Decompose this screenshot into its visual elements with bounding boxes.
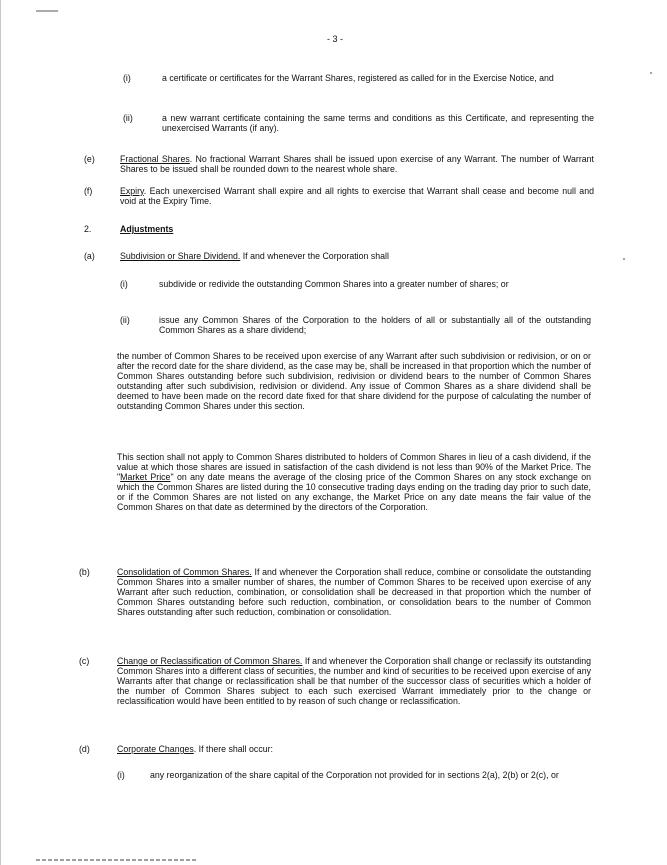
heading-corporate-changes: Corporate Changes — [117, 744, 194, 754]
text-consolidation: If and whenever the Corporation shall reduce, combine or consolidate the outstanding Common Shares into a smaller number of shares, the number of Common Shares to be received upon exercise of any Warrant after such reduction, combination, or consolidation shall be decreased in that proportion which the number of Common Shares outstanding before such reduction, combination, or consolidation bears to the number of Common Shares outstanding after such reduction, combination or consolidation. — [117, 567, 591, 617]
heading-fractional-shares: Fractional Shares — [120, 154, 190, 164]
paragraph-consolidation — [117, 567, 591, 617]
section-label-b: (b) — [79, 567, 90, 577]
item-text-d-i: any reorganization of the share capital of the Corporation not provided for in sections 2(a), 2(b) or 2(c), or — [150, 770, 559, 780]
item-text-i: a certificate or certificates for the Warrant Shares, registered as called for in the Exercise Notice, and — [162, 73, 554, 83]
section-label-c: (c) — [79, 656, 90, 666]
paragraph-corporate-changes — [117, 744, 591, 754]
section-number-2: 2. — [84, 224, 92, 234]
paragraph-reclassification — [117, 656, 591, 706]
scan-artifact-bottom — [36, 859, 196, 861]
paragraph-subdivision — [120, 251, 594, 261]
item-text-a-i: subdivide or redivide the outstanding Common Shares into a greater number of shares; or — [159, 279, 509, 289]
paragraph-subdivision-effect: the number of Common Shares to be received upon exercise of any Warrant after such subdivision or redivision, or on or after the record date for the share dividend, as the case may be, shall be increased in that proportion which the number of Common Shares outstanding before such subdivision, redivision or dividend bears to the number of Common Shares outstanding after such subdivision, redivision or dividend. Any issue of Common Shares as a share dividend shall be deemed to have been made on the record date fixed for that share dividend for the purpose of calculating the number of outstanding Common Shares under this section. — [117, 351, 591, 411]
text-cash-dividend-2: " on any date means the average of the closing price of the Common Shares on any stock exchange on which the Common Shares are listed during the 10 consecutive trading days ending on the trading day prior to such date, or if the Common Shares are not listed on any exchange, the Market Price on any date means the fair value of the Common Shares on that date as determined by the directors of the Corporation. — [117, 472, 592, 512]
heading-subdivision: Subdivision or Share Dividend. — [120, 251, 241, 261]
section-title-adjustments: Adjustments — [120, 224, 174, 234]
item-text-ii: a new warrant certificate containing the same terms and conditions as this Certificate, and representing the unexercised Warrants (if any). — [162, 113, 594, 133]
item-text-a-ii: issue any Common Shares of the Corporation to the holders of all or substantially all of the outstanding Common Shares as a share dividend; — [159, 315, 591, 335]
item-label-a-ii: (ii) — [120, 315, 130, 325]
paragraph-fractional-shares — [120, 154, 594, 174]
page-edge — [0, 0, 1, 865]
heading-expiry: Expiry — [120, 186, 144, 196]
scan-dot — [650, 72, 652, 74]
scan-dot — [623, 258, 625, 260]
heading-reclassification: Change or Reclassification of Common Shares. — [117, 656, 303, 666]
text-cash-dividend-1: This section shall not apply to Common Shares distributed to holders of Common Shares in lieu of a cash dividend, if the value at which those shares are issued in satisfaction of the cash dividend is not less than 90% of the Market Price. The " — [117, 452, 591, 482]
heading-consolidation: Consolidation of Common Shares. — [117, 567, 252, 577]
section-label-d: (d) — [79, 744, 90, 754]
section-label-a: (a) — [84, 251, 95, 261]
page-number: - 3 - — [326, 34, 343, 44]
section-label-e: (e) — [84, 154, 95, 164]
section-label-f: (f) — [84, 186, 93, 196]
text-fractional-shares: . No fractional Warrant Shares shall be issued upon exercise of any Warrant. The number of Warrant Shares to be issued shall be rounded down to the nearest whole share. — [120, 154, 594, 174]
paragraph-expiry — [120, 186, 594, 206]
item-label-i: (i) — [123, 73, 131, 83]
item-label-ii: (ii) — [123, 113, 133, 123]
text-expiry: . Each unexercised Warrant shall expire and all rights to exercise that Warrant shall cease and become null and void at the Expiry Time. — [120, 186, 594, 206]
text-reclassification: If and whenever the Corporation shall change or reclassify its outstanding Common Shares into a different class of securities, the number and kind of securities to be received upon exercise of any Warrants after that change or reclassification shall be that number of the successor class of securities which a holder of the number of Common Shares subject to each such exercised Warrant immediately prior to the change or reclassification would have been entitled to by reason of such change or reclassification. — [117, 656, 591, 706]
term-market-price: Market Price — [120, 472, 171, 482]
item-label-a-i: (i) — [120, 279, 128, 289]
text-corporate-changes: . If there shall occur: — [193, 744, 273, 754]
text-subdivision: If and whenever the Corporation shall — [240, 251, 389, 261]
paragraph-cash-dividend — [117, 452, 591, 512]
item-label-d-i: (i) — [117, 770, 125, 780]
scan-artifact-top — [36, 10, 58, 12]
